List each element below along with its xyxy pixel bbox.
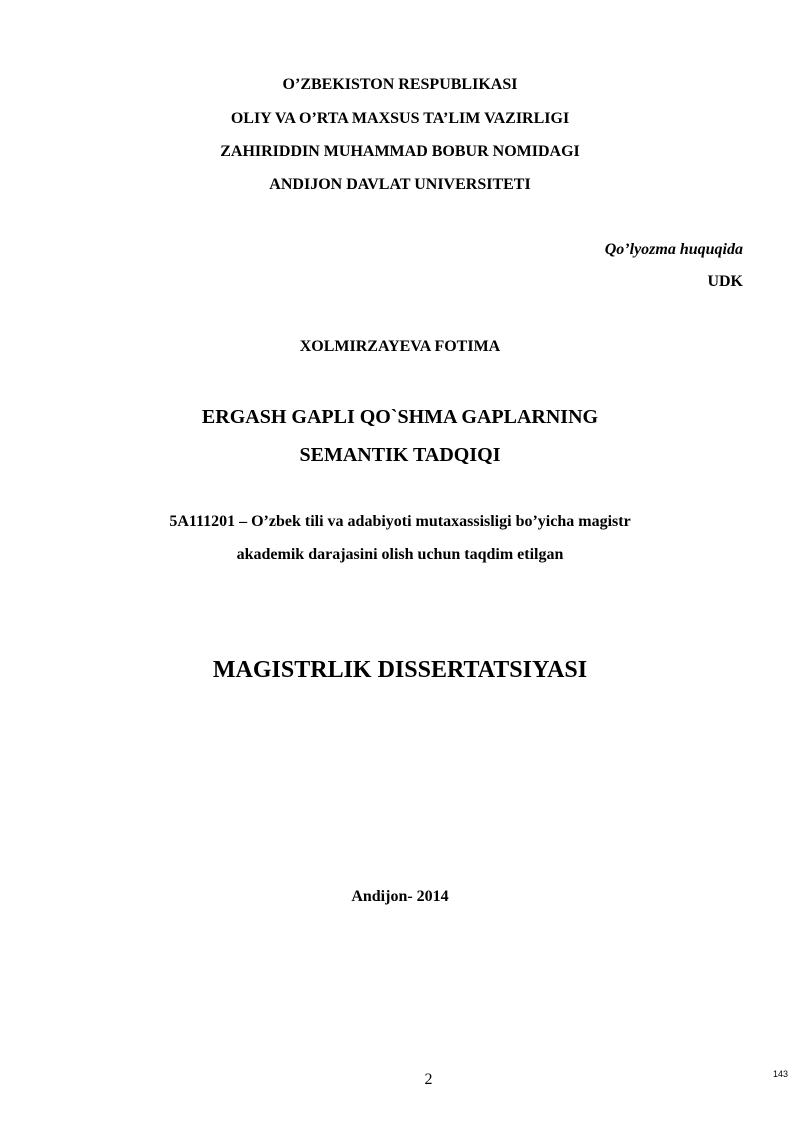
udk-label: UDK bbox=[707, 273, 743, 290]
specialty-line-1: 5A111201 – O’zbek tili va adabiyoti mutaxassisligi bo’yicha magistr bbox=[169, 513, 631, 530]
author-name: XOLMIRZAYEVA FOTIMA bbox=[299, 338, 501, 355]
total-pages: 143 bbox=[772, 1069, 788, 1079]
place-year: Andijon- 2014 bbox=[351, 888, 449, 905]
institution-line-1: O’ZBEKISTON RESPUBLIKASI bbox=[282, 76, 518, 93]
institution-line-4: ANDIJON DAVLAT UNIVERSITETI bbox=[269, 176, 531, 193]
specialty-line-2: akademik darajasini olish uchun taqdim etilgan bbox=[236, 546, 564, 563]
thesis-title-line-2: SEMANTIK TADQIQI bbox=[299, 444, 501, 466]
document-type: MAGISTRLIK DISSERTATSIYASI bbox=[212, 657, 588, 683]
institution-line-2: OLIY VA O’RTA MAXSUS TA’LIM VAZIRLIGI bbox=[230, 110, 570, 127]
institution-line-3: ZAHIRIDDIN MUHAMMAD BOBUR NOMIDAGI bbox=[220, 143, 580, 160]
thesis-title-line-1: ERGASH GAPLI QO`SHMA GAPLARNING bbox=[201, 406, 599, 428]
page-number: 2 bbox=[424, 1071, 433, 1088]
rights-note: Qo’lyozma huquqida bbox=[604, 241, 743, 258]
